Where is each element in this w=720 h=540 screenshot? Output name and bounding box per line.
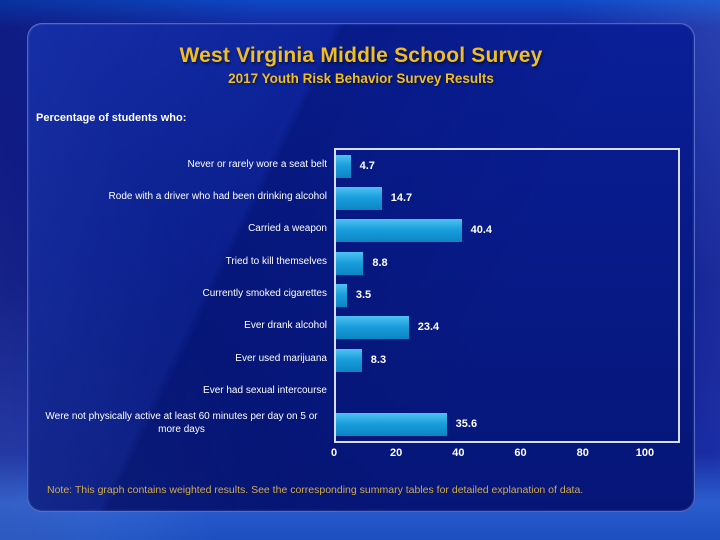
bar-value-label: 40.4 (470, 224, 493, 237)
category-label: Tried to kill themselves (225, 255, 327, 267)
category-label: Ever drank alcohol (244, 320, 327, 332)
plot-area (334, 148, 680, 443)
bar (336, 284, 347, 307)
footnote: Note: This graph contains weighted results. See the corresponding summary tables for detailed explanation of data. (47, 484, 584, 496)
bar (336, 219, 462, 242)
chart-lead-in-label: Percentage of students who: (36, 112, 187, 124)
x-tick-label: 20 (390, 447, 403, 459)
category-label: Never or rarely wore a seat belt (187, 158, 327, 170)
bar (336, 252, 363, 275)
slide-content-frame (27, 23, 695, 512)
bar-value-label: 4.7 (359, 159, 375, 172)
slide-title: West Virginia Middle School Survey (179, 44, 543, 67)
bar-value-label: 3.5 (355, 289, 372, 301)
slide-subtitle: 2017 Youth Risk Behavior Survey Results (228, 71, 494, 86)
x-tick-label: 0 (330, 447, 338, 459)
bar-value-label: 23.4 (417, 321, 440, 334)
x-tick-label: 60 (514, 447, 527, 459)
category-label: Ever had sexual intercourse (203, 384, 327, 396)
bar (336, 349, 362, 372)
category-label: Rode with a driver who had been drinking alcohol (108, 190, 327, 202)
bar-value-label: 8.8 (372, 256, 388, 269)
x-tick-label: 40 (452, 447, 465, 459)
bar-value-label: 35.6 (455, 418, 478, 431)
bar-value-label: 8.3 (370, 353, 387, 366)
bar (336, 413, 447, 436)
category-label: Carried a weapon (248, 223, 327, 235)
category-axis-labels (36, 148, 327, 439)
category-label: Currently smoked cigarettes (202, 287, 327, 299)
value-axis-ticks (330, 447, 676, 463)
bar-value-label: 14.7 (390, 192, 413, 204)
category-label: Were not physically active at least 60 minutes per day on 5 or more days (45, 410, 318, 435)
bar (336, 187, 382, 210)
x-tick-label: 100 (635, 447, 655, 459)
x-tick-label: 80 (576, 447, 589, 459)
category-label: Ever used marijuana (235, 352, 327, 364)
bar (336, 155, 351, 178)
bar (336, 316, 409, 339)
